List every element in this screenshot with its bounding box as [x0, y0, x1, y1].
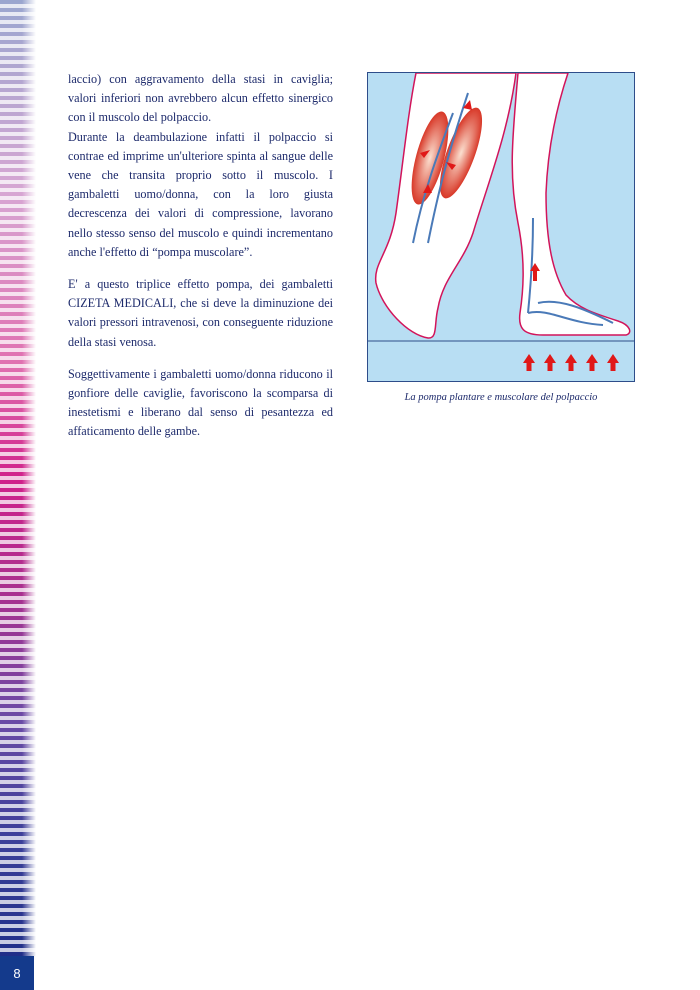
paragraph: laccio) con aggravamento della stasi in caviglia; valori inferiori non avrebbero alcun effetto sinergico con il muscolo del polpaccio. [68, 72, 333, 125]
leg-illustration [367, 72, 635, 382]
body-text [68, 70, 333, 455]
up-arrow-icon [586, 354, 598, 371]
page-number: 8 [0, 956, 34, 990]
paragraph: Durante la deambulazione infatti il polpaccio si contrae ed imprime un'ulteriore spinta al sangue delle vene che transita proprio sotto il muscolo. I gambaletti uomo/donna, con la loro giusta decrescenza dei valori di compressione, lavorano nello stesso senso del muscolo e quindi incrementano anche l'effetto di “pompa muscolare”. [68, 129, 333, 259]
up-arrow-icon [523, 354, 535, 371]
up-arrow-icon [565, 354, 577, 371]
up-arrow-icon [607, 354, 619, 371]
figure-caption: La pompa plantare e muscolare del polpaccio [404, 392, 598, 403]
left-leg [376, 73, 516, 338]
paragraph: E' a questo triplice effetto pompa, dei gambaletti CIZETA MEDICALI, che si deve la diminuzione dei valori pressori intravenosi, con conseguente riduzione della stasi venosa. [68, 277, 333, 349]
paragraph: Soggettivamente i gambaletti uomo/donna riducono il gonfiore delle caviglie, favoriscono la scomparsa di inestetismi e liberano dal senso di pesantezza ed affaticamento delle gambe. [68, 366, 333, 439]
decorative-stripe-band [0, 0, 36, 960]
up-arrow-icon [544, 354, 556, 371]
